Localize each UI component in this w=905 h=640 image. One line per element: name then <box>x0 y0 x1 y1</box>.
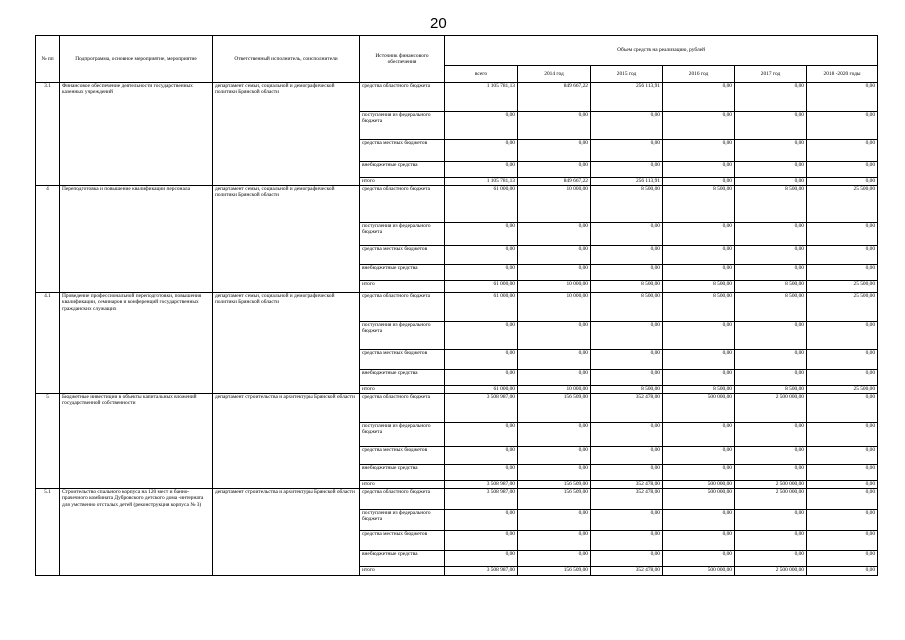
amount-cell: 0,00 <box>663 465 735 481</box>
amount-cell: 25 500,00 <box>807 386 878 394</box>
funding-source: поступления из федерального бюджета <box>360 423 445 447</box>
amount-cell: 0,00 <box>663 83 735 112</box>
funding-source: итого <box>360 386 445 394</box>
header-year: 2016 год <box>663 66 735 83</box>
amount-cell: 0,00 <box>735 83 807 112</box>
amount-cell: 0,00 <box>518 223 591 246</box>
amount-cell: 0,00 <box>518 140 591 162</box>
funding-source: итого <box>360 281 445 293</box>
amount-cell: 0,00 <box>518 423 591 447</box>
amount-cell: 0,00 <box>663 112 735 140</box>
amount-cell: 0,00 <box>663 370 735 386</box>
amount-cell: 0,00 <box>518 510 591 531</box>
amount-cell: 0,00 <box>518 322 591 350</box>
amount-cell: 0,00 <box>591 112 663 140</box>
activity-name: Строительство спального корпуса на 120 мест и банно-прачечного комбината Дубровского детского дома -интерната для умственно отсталых детей (реконструкция корпуса № 3) <box>60 489 213 576</box>
amount-cell: 0,00 <box>807 567 878 576</box>
table-row <box>36 293 878 322</box>
amount-cell: 0,00 <box>807 489 878 510</box>
amount-cell: 0,00 <box>591 223 663 246</box>
page-number: 20 <box>430 15 447 32</box>
amount-cell: 0,00 <box>735 551 807 567</box>
amount-cell: 8 500,00 <box>735 386 807 394</box>
amount-cell: 8 500,00 <box>663 386 735 394</box>
funding-source: внебюджетные средства <box>360 465 445 481</box>
activity-name: Проведение профессиональной переподготовки, повышения квалификации, семинаров и конференций государственных гражданских служащих <box>60 293 213 394</box>
amount-cell: 0,00 <box>735 370 807 386</box>
amount-cell: 256 113,91 <box>591 83 663 112</box>
amount-cell: 0,00 <box>663 162 735 178</box>
amount-cell: 0,00 <box>445 246 518 265</box>
funding-table <box>35 35 878 576</box>
amount-cell: 352 478,00 <box>591 567 663 576</box>
executor: департамент строительства и архитектуры Брянской области <box>213 394 360 489</box>
amount-cell: 500 000,00 <box>663 567 735 576</box>
amount-cell: 156 509,00 <box>518 481 591 489</box>
header-executor: Ответственный исполнитель, соисполнители <box>213 36 360 83</box>
amount-cell: 0,00 <box>807 322 878 350</box>
table-row <box>36 83 878 112</box>
amount-cell: 0,00 <box>663 447 735 465</box>
header-source: Источник финансового обеспечения <box>360 36 445 83</box>
funding-source: итого <box>360 178 445 186</box>
row-number: 5 <box>36 394 60 489</box>
amount-cell: 0,00 <box>663 510 735 531</box>
amount-cell: 10 000,00 <box>518 281 591 293</box>
amount-cell: 0,00 <box>445 551 518 567</box>
activity-name: Бюджетные инвестиции в объекты капитальных вложений государственной собственности <box>60 394 213 489</box>
amount-cell: 0,00 <box>663 350 735 370</box>
amount-cell: 0,00 <box>807 465 878 481</box>
funding-source: средства местных бюджетов <box>360 246 445 265</box>
header-year: 2015 год <box>591 66 663 83</box>
funding-source: внебюджетные средства <box>360 551 445 567</box>
amount-cell: 256 113,91 <box>591 178 663 186</box>
amount-cell: 0,00 <box>591 423 663 447</box>
amount-cell: 0,00 <box>445 322 518 350</box>
amount-cell: 10 000,00 <box>518 293 591 322</box>
amount-cell: 0,00 <box>591 140 663 162</box>
amount-cell: 0,00 <box>807 423 878 447</box>
amount-cell: 0,00 <box>807 223 878 246</box>
amount-cell: 0,00 <box>807 370 878 386</box>
funding-source: средства местных бюджетов <box>360 140 445 162</box>
amount-cell: 0,00 <box>445 265 518 281</box>
amount-cell: 0,00 <box>445 140 518 162</box>
amount-cell: 352 478,00 <box>591 394 663 423</box>
header-year: 2014 год <box>518 66 591 83</box>
amount-cell: 25 500,00 <box>807 186 878 223</box>
amount-cell: 0,00 <box>735 223 807 246</box>
amount-cell: 10 000,00 <box>518 186 591 223</box>
amount-cell: 0,00 <box>518 370 591 386</box>
amount-cell: 8 500,00 <box>735 186 807 223</box>
amount-cell: 0,00 <box>445 112 518 140</box>
amount-cell: 61 000,00 <box>445 386 518 394</box>
amount-cell: 0,00 <box>807 83 878 112</box>
amount-cell: 0,00 <box>445 162 518 178</box>
funding-source: средства местных бюджетов <box>360 350 445 370</box>
funding-source: средства областного бюджета <box>360 186 445 223</box>
amount-cell: 0,00 <box>518 162 591 178</box>
amount-cell: 0,00 <box>807 447 878 465</box>
amount-cell: 0,00 <box>445 223 518 246</box>
amount-cell: 0,00 <box>445 447 518 465</box>
amount-cell: 0,00 <box>807 140 878 162</box>
amount-cell: 61 000,00 <box>445 281 518 293</box>
row-number: 3.1 <box>36 83 60 186</box>
amount-cell: 8 500,00 <box>663 186 735 223</box>
amount-cell: 8 500,00 <box>663 281 735 293</box>
amount-cell: 8 500,00 <box>591 186 663 223</box>
amount-cell: 0,00 <box>518 350 591 370</box>
amount-cell: 0,00 <box>445 423 518 447</box>
amount-cell: 0,00 <box>591 465 663 481</box>
amount-cell: 3 508 987,00 <box>445 394 518 423</box>
amount-cell: 0,00 <box>807 481 878 489</box>
amount-cell: 0,00 <box>663 531 735 551</box>
funding-source: средства областного бюджета <box>360 394 445 423</box>
row-number: 4.1 <box>36 293 60 394</box>
funding-source: средства местных бюджетов <box>360 531 445 551</box>
amount-cell: 0,00 <box>807 162 878 178</box>
amount-cell: 1 105 781,13 <box>445 178 518 186</box>
header-no: № пп <box>36 36 60 83</box>
amount-cell: 2 500 000,00 <box>735 394 807 423</box>
amount-cell: 0,00 <box>591 246 663 265</box>
funding-source: средства областного бюджета <box>360 83 445 112</box>
amount-cell: 0,00 <box>591 447 663 465</box>
amount-cell: 500 000,00 <box>663 394 735 423</box>
amount-cell: 0,00 <box>735 246 807 265</box>
amount-cell: 0,00 <box>518 551 591 567</box>
amount-cell: 0,00 <box>663 246 735 265</box>
amount-cell: 8 500,00 <box>591 281 663 293</box>
header-volume: Объем средств на реализацию, рублей <box>445 36 878 66</box>
header-year: 2018 -2020 годы <box>807 66 878 83</box>
amount-cell: 849 667,22 <box>518 83 591 112</box>
funding-source: итого <box>360 481 445 489</box>
amount-cell: 0,00 <box>735 531 807 551</box>
funding-source: средства местных бюджетов <box>360 447 445 465</box>
amount-cell: 156 509,00 <box>518 489 591 510</box>
activity-name: Переподготовка и повышение квалификации персонала <box>60 186 213 293</box>
row-number: 5.1 <box>36 489 60 576</box>
table-row <box>36 489 878 510</box>
amount-cell: 8 500,00 <box>735 293 807 322</box>
activity-name: Финансовое обеспечение деятельности государственных казенных учреждений <box>60 83 213 186</box>
funding-source: внебюджетные средства <box>360 370 445 386</box>
table-body <box>36 83 878 576</box>
amount-cell: 0,00 <box>807 265 878 281</box>
amount-cell: 156 509,00 <box>518 567 591 576</box>
amount-cell: 2 500 000,00 <box>735 567 807 576</box>
amount-cell: 0,00 <box>445 350 518 370</box>
amount-cell: 0,00 <box>591 350 663 370</box>
amount-cell: 8 500,00 <box>735 281 807 293</box>
amount-cell: 352 478,00 <box>591 489 663 510</box>
amount-cell: 0,00 <box>445 465 518 481</box>
amount-cell: 0,00 <box>663 140 735 162</box>
row-number: 4 <box>36 186 60 293</box>
amount-cell: 2 500 000,00 <box>735 481 807 489</box>
funding-source: внебюджетные средства <box>360 162 445 178</box>
amount-cell: 0,00 <box>445 510 518 531</box>
amount-cell: 0,00 <box>518 246 591 265</box>
amount-cell: 61 000,00 <box>445 186 518 223</box>
amount-cell: 0,00 <box>591 510 663 531</box>
table-row <box>36 394 878 423</box>
amount-cell: 61 000,00 <box>445 293 518 322</box>
amount-cell: 1 105 781,13 <box>445 83 518 112</box>
header-year: всего <box>445 66 518 83</box>
funding-source: поступления из федерального бюджета <box>360 510 445 531</box>
amount-cell: 0,00 <box>735 140 807 162</box>
amount-cell: 0,00 <box>445 531 518 551</box>
amount-cell: 500 000,00 <box>663 481 735 489</box>
table-row <box>36 186 878 223</box>
executor: департамент семьи, социальной и демографической политики Брянской области <box>213 186 360 293</box>
executor: департамент семьи, социальной и демографической политики Брянской области <box>213 83 360 186</box>
amount-cell: 0,00 <box>663 551 735 567</box>
amount-cell: 0,00 <box>445 370 518 386</box>
amount-cell: 8 500,00 <box>591 293 663 322</box>
amount-cell: 0,00 <box>735 423 807 447</box>
amount-cell: 0,00 <box>591 322 663 350</box>
header-year: 2017 год <box>735 66 807 83</box>
funding-source: средства областного бюджета <box>360 293 445 322</box>
funding-source: средства областного бюджета <box>360 489 445 510</box>
amount-cell: 0,00 <box>807 112 878 140</box>
amount-cell: 0,00 <box>735 178 807 186</box>
amount-cell: 0,00 <box>735 447 807 465</box>
executor: департамент строительства и архитектуры Брянской области <box>213 489 360 576</box>
amount-cell: 352 478,00 <box>591 481 663 489</box>
amount-cell: 0,00 <box>663 178 735 186</box>
amount-cell: 0,00 <box>735 265 807 281</box>
amount-cell: 849 667,22 <box>518 178 591 186</box>
funding-source: внебюджетные средства <box>360 265 445 281</box>
amount-cell: 8 500,00 <box>591 386 663 394</box>
amount-cell: 0,00 <box>807 510 878 531</box>
amount-cell: 0,00 <box>807 531 878 551</box>
amount-cell: 0,00 <box>735 112 807 140</box>
amount-cell: 0,00 <box>518 531 591 551</box>
amount-cell: 0,00 <box>807 178 878 186</box>
amount-cell: 0,00 <box>807 350 878 370</box>
amount-cell: 0,00 <box>518 112 591 140</box>
funding-source: поступления из федерального бюджета <box>360 112 445 140</box>
amount-cell: 0,00 <box>735 322 807 350</box>
amount-cell: 0,00 <box>591 370 663 386</box>
amount-cell: 0,00 <box>663 265 735 281</box>
amount-cell: 25 500,00 <box>807 293 878 322</box>
amount-cell: 2 500 000,00 <box>735 489 807 510</box>
amount-cell: 0,00 <box>663 423 735 447</box>
amount-cell: 0,00 <box>518 447 591 465</box>
amount-cell: 3 508 987,00 <box>445 481 518 489</box>
amount-cell: 0,00 <box>735 350 807 370</box>
amount-cell: 0,00 <box>591 531 663 551</box>
amount-cell: 0,00 <box>663 322 735 350</box>
amount-cell: 156 509,00 <box>518 394 591 423</box>
amount-cell: 0,00 <box>735 510 807 531</box>
header-name: Подпрограмма, основное мероприятие, мероприятие <box>60 36 213 83</box>
executor: департамент семьи, социальной и демографической политики Брянской области <box>213 293 360 394</box>
amount-cell: 0,00 <box>518 265 591 281</box>
amount-cell: 0,00 <box>518 465 591 481</box>
amount-cell: 500 000,00 <box>663 489 735 510</box>
amount-cell: 25 500,00 <box>807 281 878 293</box>
funding-source: итого <box>360 567 445 576</box>
amount-cell: 0,00 <box>591 162 663 178</box>
amount-cell: 0,00 <box>807 551 878 567</box>
amount-cell: 8 500,00 <box>663 293 735 322</box>
amount-cell: 10 000,00 <box>518 386 591 394</box>
funding-source: поступления из федерального бюджета <box>360 223 445 246</box>
amount-cell: 0,00 <box>591 265 663 281</box>
amount-cell: 0,00 <box>735 162 807 178</box>
amount-cell: 0,00 <box>735 465 807 481</box>
amount-cell: 0,00 <box>663 223 735 246</box>
amount-cell: 0,00 <box>807 394 878 423</box>
amount-cell: 3 508 987,00 <box>445 489 518 510</box>
funding-source: поступления из федерального бюджета <box>360 322 445 350</box>
amount-cell: 3 508 987,00 <box>445 567 518 576</box>
amount-cell: 0,00 <box>591 551 663 567</box>
amount-cell: 0,00 <box>807 246 878 265</box>
